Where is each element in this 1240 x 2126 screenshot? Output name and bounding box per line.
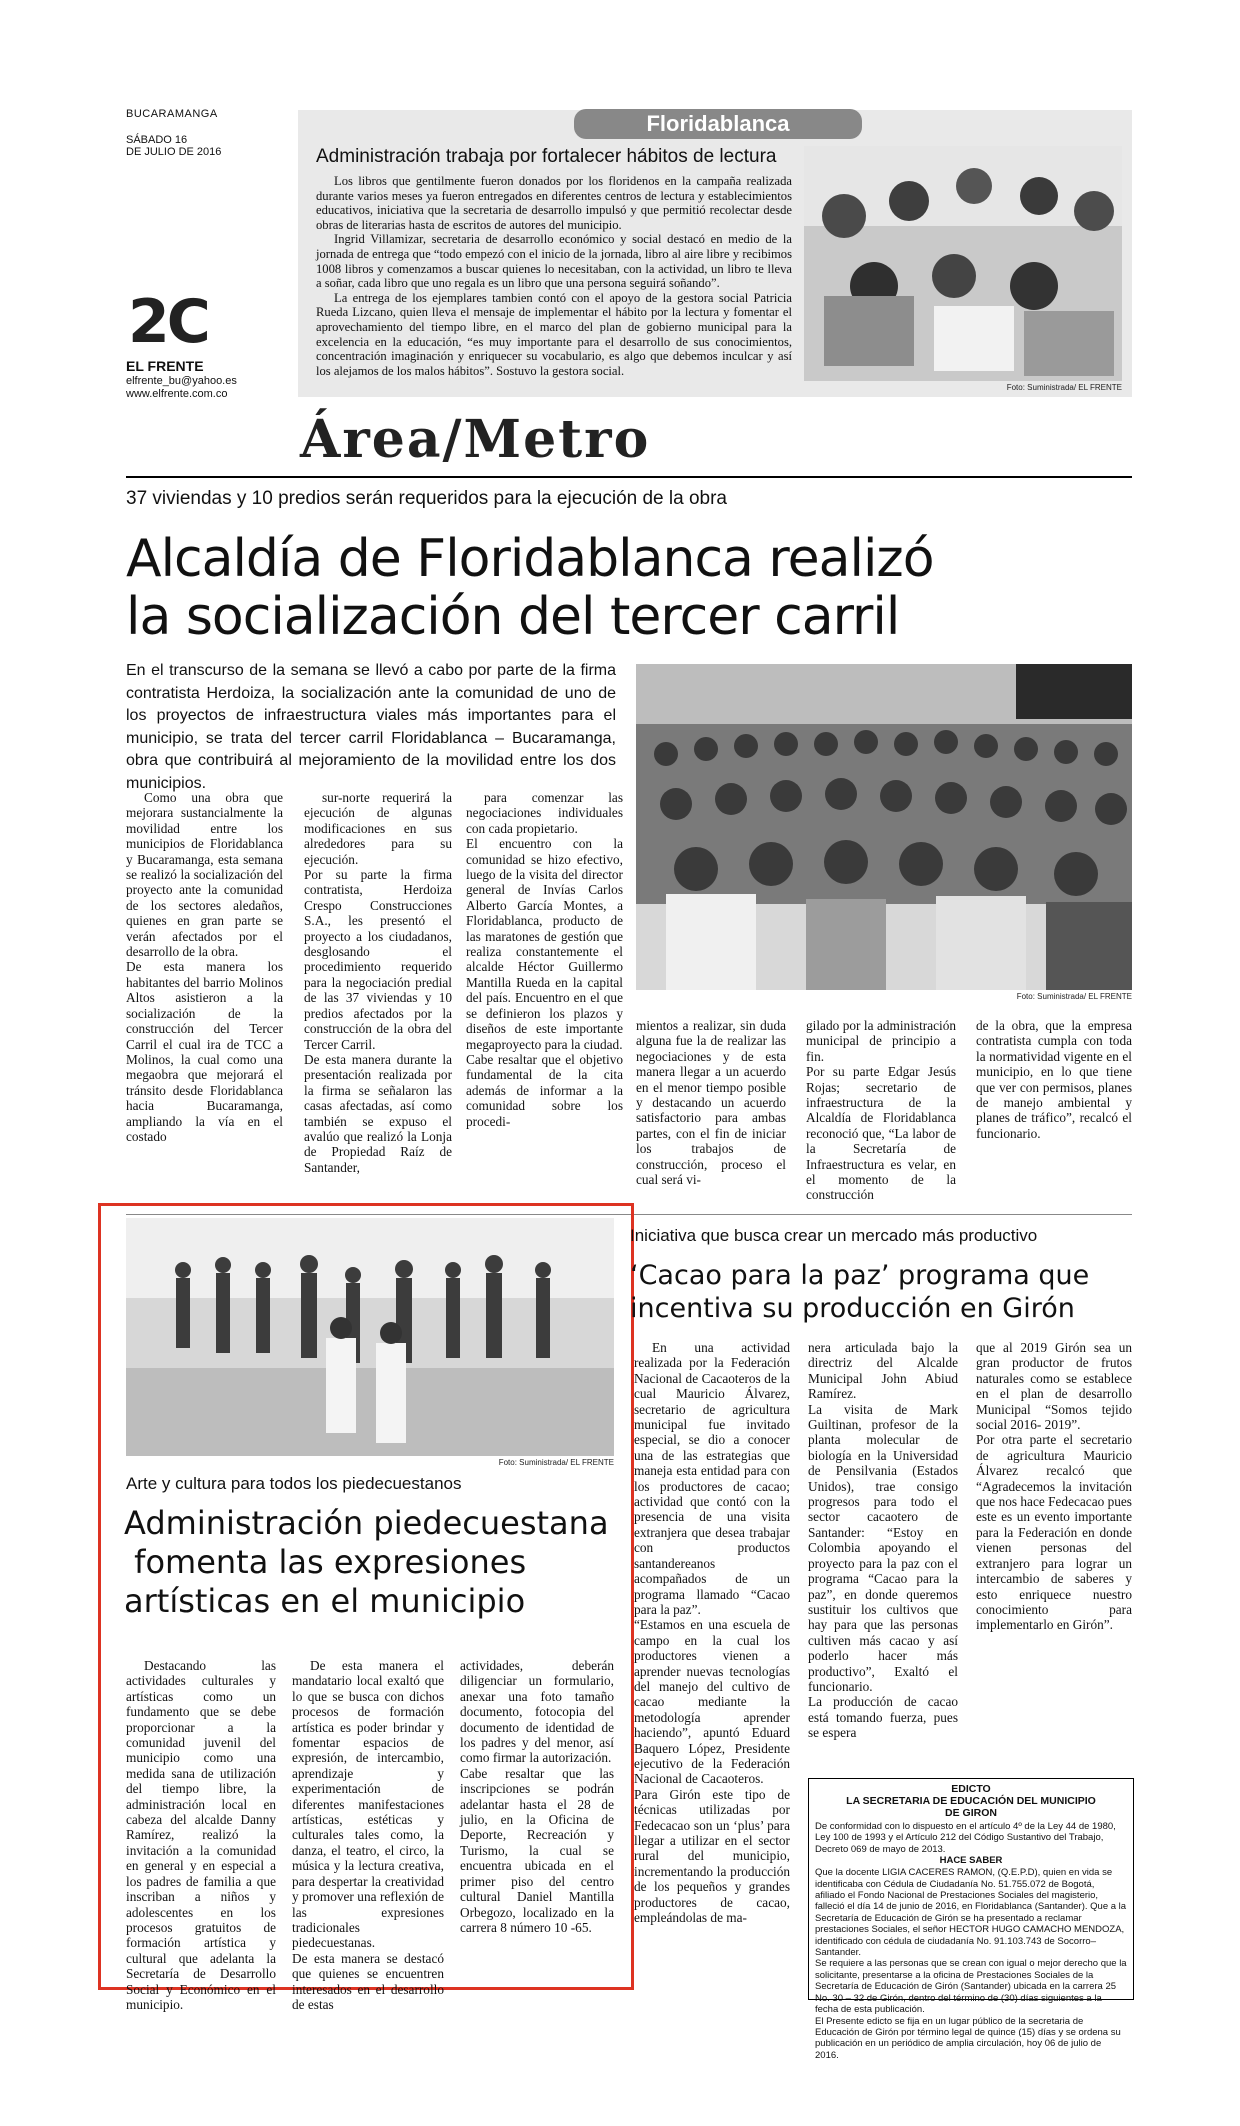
top-story-body xyxy=(316,174,792,378)
page-number: 2C xyxy=(128,287,208,357)
arts-story-column-3-text: actividades, deberán diligenciar un formulario, anexar una foto tamaño documento, fotocopia del documento de identidad de los padres y del menor, así como firmar la autorización. Cabe resaltar que las inscripciones se podrán adelantar hasta el 28 de julio, en la Oficina de Deporte, Recreación y Turismo, la cual se encuentra ubicada en el primer piso del centro cultural Daniel Mantilla Orbegozo, localizado en la carrera 8 número 10 -65. xyxy=(460,1658,614,1935)
arts-story-column-1 xyxy=(126,1658,276,2012)
city-label: BUCARAMANGA xyxy=(126,108,218,120)
section-title: Área/Metro xyxy=(300,409,651,470)
main-story-column-5-text: gilado por la administración municipal de principio a fin. Por su parte Edgar Jesús Rojas; secretario de infraestructura de la Alcaldía de Floridablanca reconoció que, “La labor de la Secretaría de Infraestructura es velar, en el momento de la construcción xyxy=(806,1018,956,1203)
arts-story-photo-credit: Foto: Suministrada/ EL FRENTE xyxy=(498,1458,614,1467)
legal-notice-heading: HACE SABER xyxy=(939,1855,1003,1867)
main-story-column-2 xyxy=(304,790,452,1202)
date-line-2: DE JULIO DE 2016 xyxy=(126,146,222,158)
main-story-column-3-text: para comenzar las negociaciones individuales con cada propietario. El encuentro con la comunidad se hizo efectivo, luego de la visita del director general de Invías Carlos Alberto García Montes, a Floridablanca, producto de las maratones de gestión que realiza constantemente el alcalde Héctor Guillermo Mantilla Rueda en la capital del país. Encuentro en el que se definieron los plazos y diseños de este importante megaproyecto para la ciudad. Cabe resaltar que el objetivo fundamental de la cita además de informar a la comunidad sobre los procedi- xyxy=(466,790,623,1129)
legal-notice-title: EDICTO xyxy=(951,1783,991,1795)
cacao-story-column-2-text: nera articulada bajo la directriz del Alcalde Municipal John Abiud Ramírez. La visita de Mark Guiltinan, profesor de la planta molecular de biología en la Universidad de Pensilvania (Estados Unidos), trae consigo progresos para todo el sector cacaotero de Santander: “Estoy en Colombia apoyando el proyecto para la paz con el programa “Cacao para la paz”, en donde queremos sustituir los cultivos que hay para que las personas cultiven más cacao y así poderlo hacer más productivo”, Exaltó el funcionario. La producción de cacao está tomando fuerza, pues se espera xyxy=(808,1340,958,1741)
top-story-tag: Floridablanca xyxy=(574,109,862,139)
legal-notice-paragraph: De conformidad con lo dispuesto en el artículo 4º de la Ley 44 de 1980, Ley 100 de 1993 y el Artículo 212 del Código Sustantivo del Trabajo, Decreto 069 de mayo de 2013. xyxy=(815,1821,1116,1855)
arts-story-headline-line-2: fomenta las expresiones xyxy=(124,1543,527,1581)
top-story-paragraph: La entrega de los ejemplares tambien contó con el apoyo de la gestora social Patricia Rueda Lizcano, quien lleva el mensaje de implementar el hábito por la lectura y fomentar el aprovechamiento del tiempo libre, en el marco del plan de gobierno municipal para la excelencia en la educación, “es muy importante para el desarrollo de sus conocimientos, concentración imaginación y enriquecer su vocabulario, es algo que debemos inculcar y así los alejamos de los malos hábitos”. Sostuvo la gestora social. xyxy=(316,290,792,378)
community-meeting-photo xyxy=(636,664,1132,990)
main-story-column-2-text: sur-norte requerirá la ejecución de algunas modificaciones en sus alrededores para su ejecución. Por su parte la firma contratista, Herdoiza Crespo Construcciones S.A., les presentó el proyecto a los ciudadanos, desglosando el procedimiento requerido para la negociación predial de las 37 viviendas y 10 predios afectados por la construcción de la obra del Tercer Carril. De esta manera durante la presentación realizada por la firma se señalaron las casas afectadas, así como también se expuso el avalúo que realizó la Lonja de Propiedad Raíz de Santander, xyxy=(304,790,452,1175)
date-line-1: SÁBADO 16 xyxy=(126,134,188,146)
arts-story-headline-line-3: artísticas en el municipio xyxy=(124,1582,526,1620)
legal-notice-paragraph: Que la docente LIGIA CACERES RAMON, (Q.E.P.D), quien en vida se identificaba con Cédula de Ciudadanía No. 51.755.072 de Bogotá, afiliado el Fondo Nacional de Prestaciones Sociales del magisterio, falleció el día 14 de junio de 2016, en Floridablanca (Santander). Que a la Secretaría de Educación de Girón se ha presentado a reclamar prestaciones Sociales, el señor HECTOR HUGO CAMACHO MENDOZA, identificado con cédula de ciudadanía No. 91.103.743 de Socorro–Santander. xyxy=(815,1867,1127,1959)
main-story-column-6-text: de la obra, que la empresa contratista cumpla con toda la normatividad vigente en el municipio, en lo que tiene que ver con permisos, planes de manejo ambiental y planes de tráfico”, recalcó el funcionario. xyxy=(976,1018,1132,1141)
arts-story-column-2 xyxy=(292,1658,444,2012)
cacao-story-headline-line-2: incentiva su producción en Girón xyxy=(630,1293,1075,1324)
top-story-title: Administración trabaja por fortalecer hábitos de lectura xyxy=(316,146,777,167)
cacao-story-column-2 xyxy=(808,1340,958,1770)
section-rule xyxy=(126,476,1132,478)
arts-story-column-2-text: De esta manera el mandatario local exaltó que lo que se busca con dichos procesos de formación artística es poder brindar y fomentar espacios de expresión, de intercambio, aprendizaje y experimentación de diferentes manifestaciones artísticas, estéticas y culturales tales como, la danza, el teatro, el circo, la música y la lectura creativa, para despertar la creatividad y promover una reflexión de las expresiones tradicionales piedecuestanas. De esta manera se destacó que quienes se encuentren interesados en el desarrollo de estas xyxy=(292,1658,444,2012)
children-reading-photo xyxy=(804,146,1122,381)
main-story-lead: En el transcurso de la semana se llevó a cabo por parte de la firma contratista Herdoiza, la socialización ante la comunidad de uno de los proyectos de infraestructura viales más importantes para el municipio, se trata del tercer carril Floridablanca – Bucaramanga, obra que contribuirá al mejoramiento de la movilidad entre los dos municipios. xyxy=(126,662,616,792)
arts-story-column-1-text: Destacando las actividades culturales y artísticas como un fundamento que se debe proporcionar a la comunidad juvenil del municipio como una medida sana de utilización del tiempo libre, la administración local en cabeza del alcalde Danny Ramírez, realizó la invitación a la comunidad en general y en especial a los padres de familia a que inscriban a niños y adolescentes en los procesos gratuitos de formación artística y cultural que adelanta la Secretaría de Desarrollo Social y Económico en el municipio. xyxy=(126,1658,276,2012)
cacao-story-kicker: Iniciativa que busca crear un mercado más productivo xyxy=(630,1226,1038,1245)
main-story-column-1 xyxy=(126,790,283,1202)
cacao-story-column-1-text: En una actividad realizada por la Federación Nacional de Cacaoteros de la cual Mauricio Álvarez, secretario de agricultura municipal fue invitado especial, se dio a conocer una de las estrategias que maneja esta entidad para con los productores de cacao; actividad que contó con la presencia de una visita extranjera que desea trabajar con productos santandereanos acompañados de un programa llamado “Cacao para la paz”. “Estamos en una escuela de campo en la cual los productores vienen a aprender nuevas tecnologías del manejo del cultivo de cacao mediante la metodología aprender haciendo”, apuntó Eduard Baquero López, Presidente ejecutivo de la Federación Nacional de Cacaoteros. Para Girón este tipo de técnicas utilizadas por Fedecacao son un ‘plus’ para llegar a utilizar en el sector rural del municipio, incrementando la producción de los pequeños y grandes productores de cacao, empleándolas de ma- xyxy=(634,1340,790,1926)
legal-notice-box xyxy=(808,1778,1134,2061)
top-story-paragraph: Los libros que gentilmente fueron donados por los floridenos en la campaña realizada durante varios meses ya fueron entregados en diferentes centros de lectura y establecimientos educativos, iniciativa que la secretaria de desarrollo impulsó y que permitió recolectar desde obras de literarias hasta de escritos de autores del municipio. xyxy=(316,174,792,232)
main-story-headline-line-2: la socialización del tercer carril xyxy=(126,587,900,647)
legal-notice-paragraph: Se requiere a las personas que se crean con igual o mejor derecho que la solicitante, presentarse a la oficina de Prestaciones Sociales de la Secretaría de Educación de Girón (Santander) ubicada en la carrera 25 No. 30 – 32 de Girón, dentro del término de (30) días siguientes a la fecha de esta publicación. xyxy=(815,1958,1127,2016)
main-story-headline-line-1: Alcaldía de Floridablanca realizó xyxy=(126,529,934,589)
top-story-photo-credit: Foto: Suministrada/ EL FRENTE xyxy=(1006,383,1122,392)
main-story-column-3 xyxy=(466,790,623,1202)
main-story-column-4 xyxy=(636,1018,786,1202)
main-story-kicker: 37 viviendas y 10 predios serán requeridos para la ejecución de la obra xyxy=(126,488,727,509)
arts-story-column-3 xyxy=(460,1658,614,1966)
cacao-story-headline-line-1: ‘Cacao para la paz’ programa que xyxy=(630,1260,1090,1291)
dance-class-photo xyxy=(126,1218,614,1456)
cacao-story-column-3-text: que al 2019 Girón sea un gran productor de frutos naturales como se establece en el plan de desarrollo Municipal “Somos tejido social 2016- 2019”. Por otra parte el secretario de agricultura Mauricio Álvarez recalcó que “Agradecemos la invitación que nos hace Fedecacao pues este es un evento importante para la Federación en donde vienen personas del extranjero para lograr un intercambio de saberes y esto enriquece nuestro conocimiento para implementarlo en Girón”. xyxy=(976,1340,1132,1633)
main-story-column-4-text: mientos a realizar, sin duda alguna fue la de realizar las negociaciones y de esta manera llegar a un acuerdo en el menor tiempo posible y destacando un acuerdo satisfactorio para ambas partes, con el fin de iniciar los trabajos de construcción, proceso el cual será vi- xyxy=(636,1018,786,1188)
main-story-column-6 xyxy=(976,1018,1132,1202)
cacao-story-column-3 xyxy=(976,1340,1132,1720)
arts-story-headline-line-1: Administración piedecuestana xyxy=(124,1504,609,1542)
arts-story-kicker: Arte y cultura para todos los piedecuestanos xyxy=(126,1474,462,1493)
legal-notice-subtitle: LA SECRETARIA DE EDUCACIÓN DEL MUNICIPIO xyxy=(846,1795,1096,1807)
main-story-column-5 xyxy=(806,1018,956,1202)
cacao-story-column-1 xyxy=(634,1340,790,1960)
contact-email: elfrente_bu@yahoo.es xyxy=(126,375,237,387)
brand-name: EL FRENTE xyxy=(126,358,204,374)
main-story-column-1-text: Como una obra que mejorara sustancialmente la movilidad entre los municipios de Floridablanca y Bucaramanga, esta semana se realizó la socialización del proyecto ante la comunidad de los sectores aledaños, quienes en gran parte se verán afectados por el desarrollo de la obra. De esta manera los habitantes del barrio Molinos Altos asistieron a la socialización de la construcción del Tercer Carril el cual ira de TCC a Molinos, la cual como una megaobra que mejorará el tránsito desde Floridablanca hacia Bucaramanga, ampliando la vía en el costado xyxy=(126,790,283,1144)
main-story-photo-credit: Foto: Suministrada/ EL FRENTE xyxy=(1016,992,1132,1001)
legal-notice-paragraph: El Presente edicto se fija en un lugar público de la secretaria de Educación de Girón por término legal de quince (15) días y se ordena su publicación en un periódico de amplia circulación, hoy 06 de julio de 2016. xyxy=(815,2015,1121,2061)
legal-notice-subtitle-2: DE GIRON xyxy=(945,1807,997,1819)
contact-web: www.elfrente.com.co xyxy=(126,388,228,400)
top-story-paragraph: Ingrid Villamizar, secretaria de desarrollo económico y social destacó en medio de la jornada de entrega que “todo empezó con el inicio de la jornada, libro al aire libre y recibimos 1008 libros y comenzamos a buscar quienes lo necesitaban, con la actividad, un libro te lleva a soñar, cada libro que uno regala es un libro que una persona seguirá soñando”. xyxy=(316,232,792,291)
